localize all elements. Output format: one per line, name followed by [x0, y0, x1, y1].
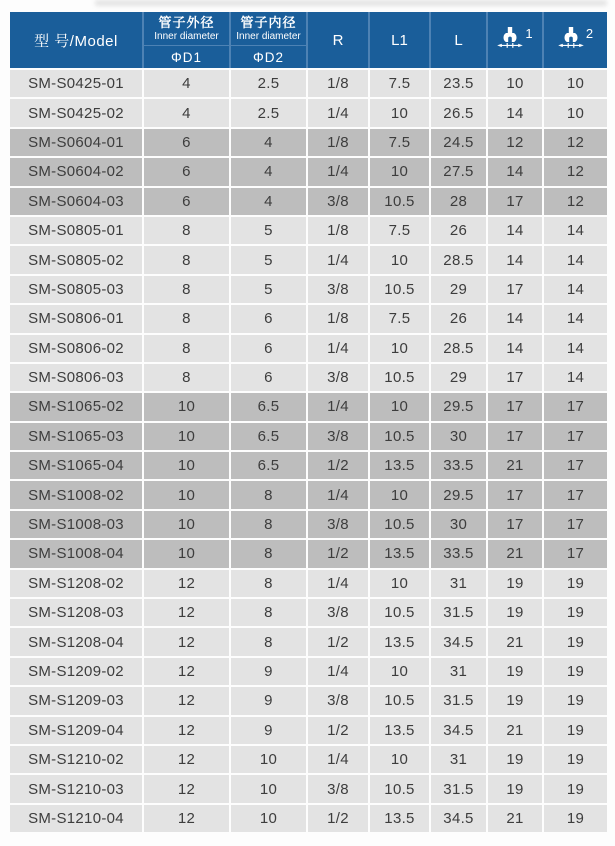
cell-d1: 8: [144, 276, 229, 303]
cell-d2: 5: [231, 276, 306, 303]
cell-l1: 10: [370, 481, 429, 508]
cell-d2: 4: [231, 158, 306, 185]
cell-r: 1/4: [308, 246, 368, 273]
cell-wrench-2: 14: [544, 305, 607, 332]
cell-wrench-1: 17: [488, 393, 542, 420]
cell-d1: 6: [144, 158, 229, 185]
cell-d2: 4: [231, 129, 306, 156]
cell-l1: 10: [370, 746, 429, 773]
cell-r: 3/8: [308, 276, 368, 303]
cell-wrench-1: 12: [488, 129, 542, 156]
cell-wrench-1: 17: [488, 511, 542, 538]
cell-l1: 13.5: [370, 717, 429, 744]
cell-model: SM-S0806-02: [10, 335, 142, 362]
header-model-label: 型 号/Model: [34, 32, 118, 50]
cell-l: 33.5: [431, 452, 486, 479]
header-wrench-1-num: 1: [525, 25, 533, 41]
cell-r: 1/2: [308, 452, 368, 479]
cell-d1: 4: [144, 70, 229, 97]
cell-model: SM-S0604-02: [10, 158, 142, 185]
header-l1: [370, 12, 429, 68]
cell-l1: 10: [370, 246, 429, 273]
cell-wrench-2: 19: [544, 746, 607, 773]
cell-wrench-1: 17: [488, 364, 542, 391]
cell-l1: 10: [370, 570, 429, 597]
cell-wrench-1: 14: [488, 217, 542, 244]
cell-d1: 12: [144, 599, 229, 626]
cell-l: 28.5: [431, 246, 486, 273]
table-row: [10, 246, 607, 273]
cell-d1: 8: [144, 246, 229, 273]
table-row: [10, 364, 607, 391]
cell-l1: 10: [370, 158, 429, 185]
cell-r: 1/4: [308, 335, 368, 362]
cell-r: 1/4: [308, 658, 368, 685]
cell-d2: 8: [231, 540, 306, 567]
cell-l: 28: [431, 188, 486, 215]
cell-wrench-1: 14: [488, 335, 542, 362]
cell-wrench-1: 19: [488, 775, 542, 802]
cell-d2: 6.5: [231, 452, 306, 479]
header-inner-diameter-en: Inner diameter: [236, 30, 301, 42]
cell-l: 31.5: [431, 775, 486, 802]
cell-d2: 6: [231, 335, 306, 362]
cell-d1: 12: [144, 658, 229, 685]
cell-l: 33.5: [431, 540, 486, 567]
header-inner-diameter-title: [231, 12, 306, 45]
cell-d2: 8: [231, 511, 306, 538]
header-outer-diameter: [144, 12, 229, 68]
cropped-photo-edge: [95, 0, 607, 6]
table-row: [10, 335, 607, 362]
cell-wrench-2: 19: [544, 687, 607, 714]
header-inner-diameter: [231, 12, 306, 68]
cell-model: SM-S1008-04: [10, 540, 142, 567]
header-outer-diameter-en: Inner diameter: [154, 30, 219, 42]
cell-l1: 10.5: [370, 599, 429, 626]
cell-model: SM-S0604-03: [10, 188, 142, 215]
cell-wrench-2: 19: [544, 599, 607, 626]
header-d2-symbol: ΦD2: [252, 49, 285, 65]
cell-l1: 13.5: [370, 452, 429, 479]
cell-l1: 10.5: [370, 276, 429, 303]
cell-wrench-2: 12: [544, 129, 607, 156]
cell-model: SM-S1209-04: [10, 717, 142, 744]
cell-l1: 13.5: [370, 805, 429, 832]
cell-wrench-2: 19: [544, 805, 607, 832]
cell-d2: 9: [231, 717, 306, 744]
table-row: [10, 775, 607, 802]
table-row: [10, 188, 607, 215]
cell-r: 3/8: [308, 687, 368, 714]
cell-l: 26.5: [431, 99, 486, 126]
table-row: [10, 540, 607, 567]
cell-d1: 12: [144, 775, 229, 802]
cell-l: 24.5: [431, 129, 486, 156]
table-row: [10, 423, 607, 450]
cell-wrench-1: 21: [488, 540, 542, 567]
cell-r: 1/8: [308, 129, 368, 156]
cell-d2: 6.5: [231, 423, 306, 450]
cell-wrench-1: 17: [488, 276, 542, 303]
cell-wrench-2: 10: [544, 99, 607, 126]
cell-d1: 8: [144, 305, 229, 332]
cell-d1: 4: [144, 99, 229, 126]
cell-d2: 6: [231, 364, 306, 391]
cell-wrench-1: 21: [488, 805, 542, 832]
cell-wrench-2: 19: [544, 628, 607, 655]
cell-model: SM-S1065-03: [10, 423, 142, 450]
cell-model: SM-S1208-02: [10, 570, 142, 597]
cell-r: 1/8: [308, 305, 368, 332]
cell-r: 1/4: [308, 746, 368, 773]
table-body: [10, 70, 607, 832]
cell-d1: 10: [144, 511, 229, 538]
cell-d2: 9: [231, 687, 306, 714]
cell-wrench-1: 19: [488, 746, 542, 773]
cell-wrench-1: 14: [488, 305, 542, 332]
cell-d2: 8: [231, 570, 306, 597]
cell-r: 1/8: [308, 70, 368, 97]
cell-r: 3/8: [308, 511, 368, 538]
table-row: [10, 276, 607, 303]
cell-d1: 10: [144, 540, 229, 567]
cell-r: 1/2: [308, 717, 368, 744]
header-wrench-1: [488, 12, 542, 68]
cell-model: SM-S0806-01: [10, 305, 142, 332]
cell-d1: 12: [144, 746, 229, 773]
cell-wrench-1: 19: [488, 687, 542, 714]
cell-model: SM-S1209-02: [10, 658, 142, 685]
cell-model: SM-S0425-02: [10, 99, 142, 126]
cell-wrench-1: 19: [488, 658, 542, 685]
cell-model: SM-S1008-02: [10, 481, 142, 508]
cell-d1: 6: [144, 129, 229, 156]
cell-r: 1/4: [308, 393, 368, 420]
cell-l: 27.5: [431, 158, 486, 185]
cell-wrench-2: 17: [544, 540, 607, 567]
cell-l: 30: [431, 423, 486, 450]
cell-l1: 10: [370, 393, 429, 420]
cell-wrench-2: 19: [544, 570, 607, 597]
cell-l1: 7.5: [370, 70, 429, 97]
cell-wrench-2: 14: [544, 335, 607, 362]
cell-l1: 10: [370, 658, 429, 685]
cell-wrench-2: 17: [544, 452, 607, 479]
fitting-spec-table: [10, 12, 607, 832]
table-row: [10, 570, 607, 597]
cell-l1: 13.5: [370, 628, 429, 655]
cell-d1: 8: [144, 217, 229, 244]
cell-d2: 8: [231, 628, 306, 655]
cell-l: 31.5: [431, 687, 486, 714]
cell-d1: 8: [144, 335, 229, 362]
cell-d2: 5: [231, 217, 306, 244]
cell-l1: 13.5: [370, 540, 429, 567]
cell-l: 31: [431, 746, 486, 773]
cell-l1: 10: [370, 335, 429, 362]
cell-wrench-1: 21: [488, 452, 542, 479]
cell-d2: 10: [231, 805, 306, 832]
table-row: [10, 746, 607, 773]
header-l: [431, 12, 486, 68]
cell-model: SM-S1209-03: [10, 687, 142, 714]
table-row: [10, 393, 607, 420]
cell-wrench-2: 17: [544, 393, 607, 420]
cell-l1: 7.5: [370, 305, 429, 332]
cell-d2: 8: [231, 599, 306, 626]
cell-model: SM-S1208-03: [10, 599, 142, 626]
cell-d2: 10: [231, 746, 306, 773]
cell-l1: 10.5: [370, 188, 429, 215]
header-d1-symbol: ΦD1: [170, 49, 203, 65]
table-row: [10, 129, 607, 156]
table-row: [10, 658, 607, 685]
cell-wrench-2: 17: [544, 481, 607, 508]
cell-wrench-2: 14: [544, 364, 607, 391]
cell-l: 29.5: [431, 481, 486, 508]
cell-d1: 8: [144, 364, 229, 391]
cell-d2: 6.5: [231, 393, 306, 420]
cell-model: SM-S1065-04: [10, 452, 142, 479]
cell-d1: 12: [144, 570, 229, 597]
header-outer-diameter-title: [144, 12, 229, 45]
cell-wrench-2: 17: [544, 511, 607, 538]
cell-wrench-2: 14: [544, 217, 607, 244]
cell-model: SM-S1008-03: [10, 511, 142, 538]
header-r: [308, 12, 368, 68]
cell-r: 3/8: [308, 775, 368, 802]
header-inner-diameter-cn: 管子内径: [240, 14, 297, 30]
cell-model: SM-S1210-04: [10, 805, 142, 832]
cell-model: SM-S0604-01: [10, 129, 142, 156]
cell-d1: 10: [144, 452, 229, 479]
cell-r: 1/4: [308, 481, 368, 508]
cell-r: 1/4: [308, 99, 368, 126]
cell-l: 34.5: [431, 805, 486, 832]
cell-d1: 6: [144, 188, 229, 215]
cell-model: SM-S1208-04: [10, 628, 142, 655]
cell-wrench-1: 17: [488, 481, 542, 508]
cell-wrench-1: 14: [488, 99, 542, 126]
table-row: [10, 687, 607, 714]
cell-r: 1/4: [308, 570, 368, 597]
cell-wrench-2: 17: [544, 423, 607, 450]
cell-wrench-1: 17: [488, 188, 542, 215]
table-row: [10, 158, 607, 185]
cell-l1: 7.5: [370, 217, 429, 244]
cell-l: 28.5: [431, 335, 486, 362]
cell-l: 34.5: [431, 717, 486, 744]
header-outer-diameter-cn: 管子外径: [158, 14, 215, 30]
cell-wrench-1: 19: [488, 570, 542, 597]
cell-d2: 8: [231, 481, 306, 508]
cell-d1: 12: [144, 717, 229, 744]
cell-r: 1/4: [308, 158, 368, 185]
cell-l1: 10.5: [370, 364, 429, 391]
wrench-width-icon: [497, 26, 523, 54]
cell-r: 1/8: [308, 217, 368, 244]
cell-r: 3/8: [308, 599, 368, 626]
cell-wrench-2: 19: [544, 658, 607, 685]
cell-l1: 7.5: [370, 129, 429, 156]
cell-d2: 2.5: [231, 70, 306, 97]
cell-r: 3/8: [308, 364, 368, 391]
table-row: [10, 805, 607, 832]
cell-wrench-2: 19: [544, 775, 607, 802]
cell-l1: 10.5: [370, 687, 429, 714]
table-row: [10, 481, 607, 508]
table-row: [10, 599, 607, 626]
cell-l: 26: [431, 305, 486, 332]
cell-model: SM-S1210-02: [10, 746, 142, 773]
cell-model: SM-S0806-03: [10, 364, 142, 391]
cell-d1: 12: [144, 805, 229, 832]
cell-wrench-1: 10: [488, 70, 542, 97]
cell-model: SM-S1065-02: [10, 393, 142, 420]
cell-d1: 10: [144, 423, 229, 450]
cell-l1: 10.5: [370, 423, 429, 450]
header-l1-label: L1: [391, 31, 408, 49]
cell-d1: 12: [144, 687, 229, 714]
cell-d1: 10: [144, 393, 229, 420]
cell-r: 1/2: [308, 628, 368, 655]
cell-l: 34.5: [431, 628, 486, 655]
cell-wrench-2: 19: [544, 717, 607, 744]
cell-l: 29: [431, 364, 486, 391]
cell-d2: 4: [231, 188, 306, 215]
cell-d2: 5: [231, 246, 306, 273]
cell-d2: 2.5: [231, 99, 306, 126]
cell-wrench-2: 10: [544, 70, 607, 97]
cell-wrench-2: 12: [544, 158, 607, 185]
cell-model: SM-S0805-03: [10, 276, 142, 303]
table-row: [10, 70, 607, 97]
cell-wrench-2: 14: [544, 246, 607, 273]
cell-r: 1/2: [308, 540, 368, 567]
table-row: [10, 511, 607, 538]
header-wrench-2: [544, 12, 607, 68]
cell-wrench-1: 14: [488, 158, 542, 185]
cell-l: 29.5: [431, 393, 486, 420]
wrench-width-icon: [558, 26, 584, 54]
cell-wrench-1: 21: [488, 717, 542, 744]
header-model: [10, 12, 142, 68]
cell-r: 3/8: [308, 423, 368, 450]
table-header: [10, 12, 607, 68]
table-row: [10, 99, 607, 126]
cell-r: 3/8: [308, 188, 368, 215]
cell-wrench-1: 14: [488, 246, 542, 273]
table-row: [10, 305, 607, 332]
cell-l: 31: [431, 658, 486, 685]
cell-wrench-2: 12: [544, 188, 607, 215]
header-r-label: R: [332, 31, 344, 49]
cell-d2: 6: [231, 305, 306, 332]
cell-l: 30: [431, 511, 486, 538]
table-row: [10, 452, 607, 479]
cell-l1: 10.5: [370, 511, 429, 538]
header-l-label: L: [454, 31, 463, 49]
table-row: [10, 717, 607, 744]
table-row: [10, 628, 607, 655]
cell-d2: 9: [231, 658, 306, 685]
cell-l: 23.5: [431, 70, 486, 97]
cell-wrench-1: 21: [488, 628, 542, 655]
cell-l: 31: [431, 570, 486, 597]
cell-d1: 12: [144, 628, 229, 655]
cell-d2: 10: [231, 775, 306, 802]
cell-wrench-1: 17: [488, 423, 542, 450]
cell-wrench-1: 19: [488, 599, 542, 626]
cell-l: 29: [431, 276, 486, 303]
cell-l1: 10.5: [370, 775, 429, 802]
cell-model: SM-S0805-02: [10, 246, 142, 273]
cell-model: SM-S0805-01: [10, 217, 142, 244]
cell-model: SM-S1210-03: [10, 775, 142, 802]
cell-d1: 10: [144, 481, 229, 508]
cell-model: SM-S0425-01: [10, 70, 142, 97]
cell-l1: 10: [370, 99, 429, 126]
cell-l: 31.5: [431, 599, 486, 626]
cell-wrench-2: 14: [544, 276, 607, 303]
cell-l: 26: [431, 217, 486, 244]
header-wrench-2-num: 2: [585, 25, 594, 41]
cell-r: 1/2: [308, 805, 368, 832]
table-row: [10, 217, 607, 244]
